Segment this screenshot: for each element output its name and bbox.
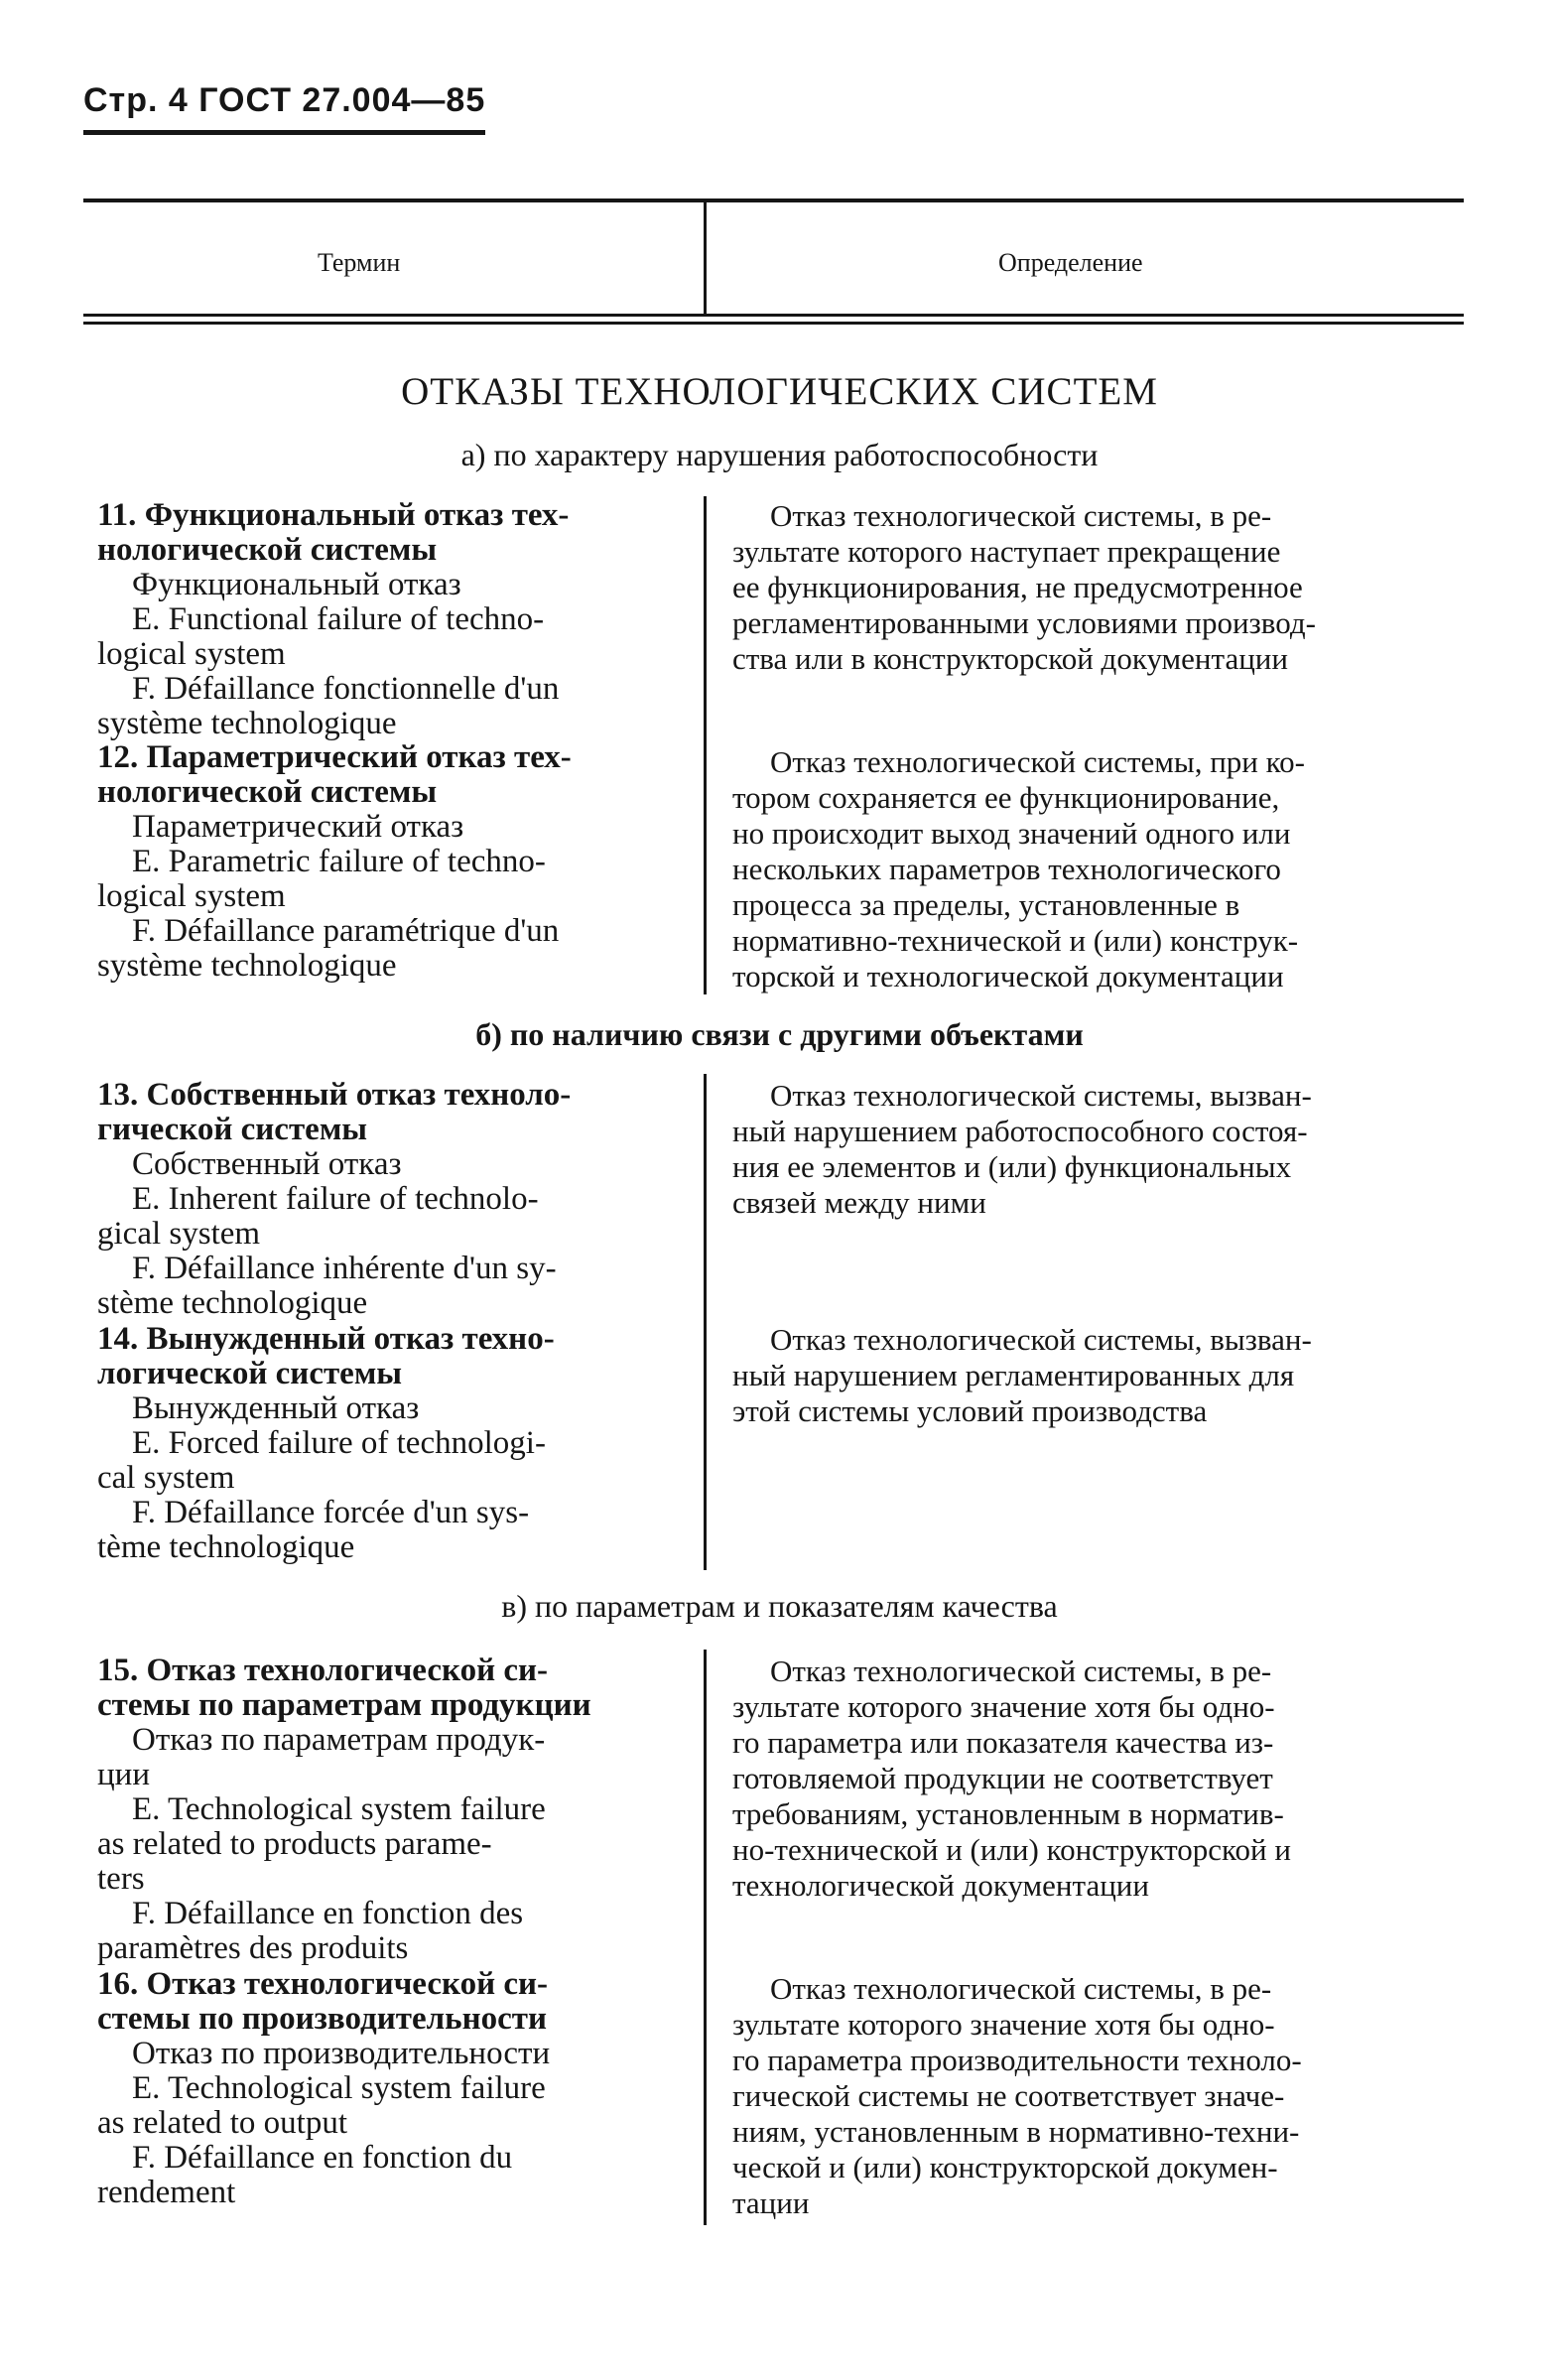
table-header-rule — [83, 314, 1464, 317]
subsection-heading-a: а) по характеру нарушения работоспособности — [460, 437, 1099, 472]
definition-11: Отказ технологической системы, в ре- зультате которого наступает прекращение ее функционирования, не предусмотренное регламентированными условиями производ- ства или в конструкторской документации — [732, 498, 1316, 676]
column-header-definition: Определение — [998, 248, 1143, 277]
term-english: as related to output — [97, 2105, 348, 2141]
term-title: гической системы — [97, 1112, 368, 1147]
term-french: F. Défaillance en fonction des — [132, 1896, 524, 1931]
term-short: Отказ по параметрам продук- — [132, 1722, 546, 1758]
term-title: 15. Отказ технологической си- — [97, 1653, 548, 1688]
term-entry-14 — [97, 1322, 687, 1565]
term-entry-12 — [97, 740, 687, 984]
term-english: as related to products parame- — [97, 1826, 492, 1862]
term-entry-16 — [97, 1967, 687, 2210]
term-french: stème technologique — [97, 1285, 368, 1321]
term-title: 14. Вынужденный отказ техно- — [97, 1321, 555, 1357]
term-short: Параметрический отказ — [132, 809, 464, 845]
term-english: E. Technological system failure — [132, 1791, 546, 1827]
table-header-rule — [83, 322, 1464, 325]
term-french: système technologique — [97, 706, 397, 741]
term-title: стемы по производительности — [97, 2001, 547, 2037]
term-french: tème technologique — [97, 1529, 355, 1565]
term-english: cal system — [97, 1460, 235, 1496]
section-title: ОТКАЗЫ ТЕХНОЛОГИЧЕСКИХ СИСТЕМ — [401, 370, 1158, 413]
term-title: 11. Функциональный отказ тех- — [97, 497, 570, 533]
term-short: Собственный отказ — [132, 1146, 402, 1182]
definition-15: Отказ технологической системы, в ре- зультате которого значение хотя бы одно- го параметра или показателя качества из- готовляемой продукции не соответствует требованиям, установленным в норматив- но-технической и (или) конструкторской и технологической документации — [732, 1653, 1291, 1903]
term-french: F. Défaillance inhérente d'un sy- — [132, 1251, 557, 1286]
table-top-rule — [83, 198, 1464, 202]
subsection-heading-c: в) по параметрам и показателям качества — [501, 1588, 1058, 1624]
term-english: E. Functional failure of techno- — [132, 601, 545, 637]
term-french: F. Défaillance forcée d'un sys- — [132, 1495, 530, 1530]
term-french: F. Défaillance en fonction du — [132, 2140, 513, 2176]
column-divider — [704, 1074, 707, 1570]
term-title: стемы по параметрам продукции — [97, 1687, 591, 1723]
term-short: Вынужденный отказ — [132, 1390, 420, 1426]
term-entry-11 — [97, 498, 687, 741]
term-entry-15 — [97, 1653, 687, 1966]
term-title: нологической системы — [97, 774, 438, 810]
term-english: ters — [97, 1861, 145, 1897]
term-entry-13 — [97, 1078, 687, 1321]
definition-12: Отказ технологической системы, при ко- тором сохраняется ее функционирование, но происходит выход значений одного или нескольких параметров технологического процесса за пределы, установленные в нормативно-технической и (или) конструк- торской и технологической документации — [732, 744, 1305, 993]
term-title: 13. Собственный отказ техноло- — [97, 1077, 572, 1113]
term-title: логической системы — [97, 1356, 403, 1391]
term-english: gical system — [97, 1216, 261, 1252]
column-divider — [704, 496, 707, 994]
subsection-heading-b: б) по наличию связи с другими объектами — [475, 1016, 1084, 1052]
column-divider — [704, 1650, 707, 2225]
term-english: E. Forced failure of technologi- — [132, 1425, 546, 1461]
term-english: logical system — [97, 636, 286, 672]
definition-16: Отказ технологической системы, в ре- зультате которого значение хотя бы одно- го параметра производительности техноло- гической системы не соответствует значе- ниям, установленным в нормативно-техни- ческой и (или) конструкторской докумен- тации — [732, 1971, 1302, 2220]
definition-14: Отказ технологической системы, вызван- ный нарушением регламентированных для этой системы условий производства — [732, 1322, 1312, 1428]
term-title: 16. Отказ технологической си- — [97, 1966, 548, 2002]
term-english: E. Parametric failure of techno- — [132, 844, 546, 879]
term-title: 12. Параметрический отказ тех- — [97, 739, 572, 775]
column-divider — [704, 202, 707, 314]
term-french: paramètres des produits — [97, 1930, 409, 1966]
term-short: ции — [97, 1757, 150, 1792]
page-header: Стр. 4 ГОСТ 27.004—85 — [83, 81, 485, 135]
term-french: système technologique — [97, 948, 397, 984]
term-french: F. Défaillance fonctionnelle d'un — [132, 671, 560, 707]
term-english: E. Inherent failure of technolo- — [132, 1181, 539, 1217]
term-title: нологической системы — [97, 532, 438, 568]
term-english: E. Technological system failure — [132, 2070, 546, 2106]
term-short: Функциональный отказ — [132, 567, 461, 602]
column-header-term: Термин — [318, 248, 401, 277]
term-french: rendement — [97, 2175, 236, 2210]
term-french: F. Défaillance paramétrique d'un — [132, 913, 560, 949]
definition-13: Отказ технологической системы, вызван- ный нарушением работоспособного состоя- ния ее элементов и (или) функциональных связей между ними — [732, 1078, 1312, 1220]
term-short: Отказ по производительности — [132, 2036, 551, 2071]
term-english: logical system — [97, 878, 286, 914]
